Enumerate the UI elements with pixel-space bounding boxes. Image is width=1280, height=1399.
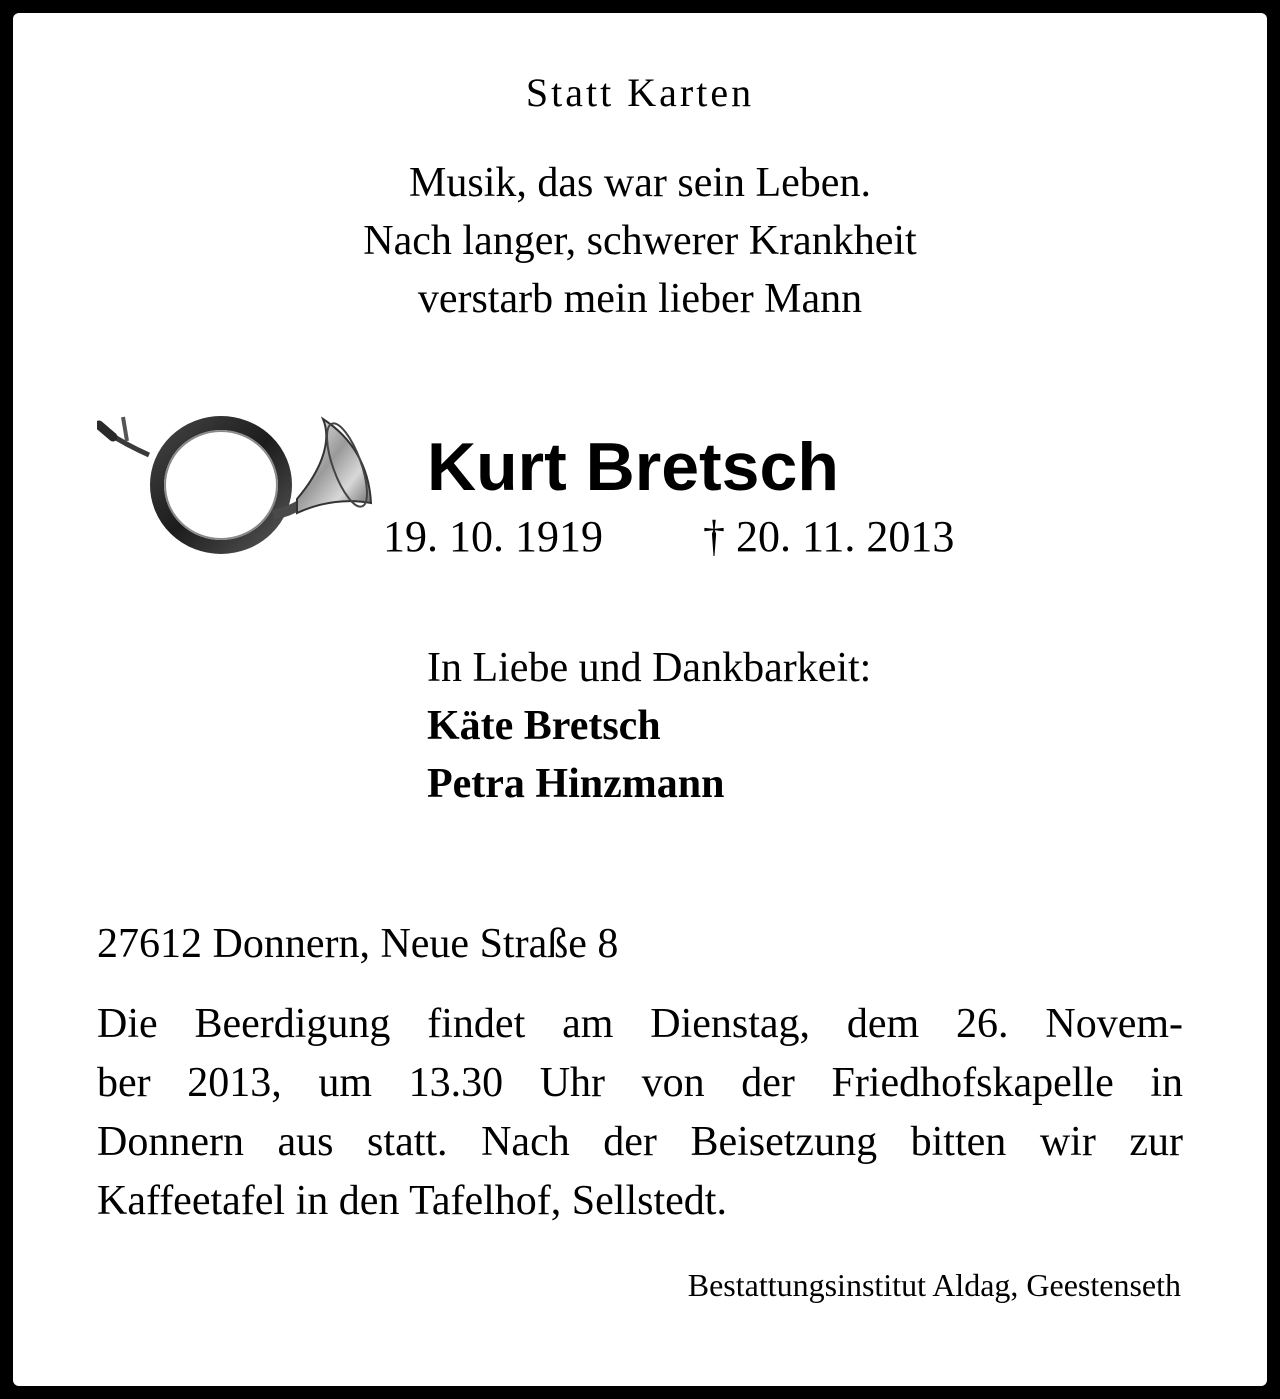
mourner-name: Käte Bretsch — [427, 703, 661, 749]
funeral-details — [97, 995, 1183, 1231]
funeral-line: Kaffeetafel in den Tafelhof, Sellstedt. — [97, 1178, 727, 1224]
birth-date: 19. 10. 1919 — [383, 512, 603, 561]
notice-heading: Statt Karten — [525, 70, 755, 115]
home-address: 27612 Donnern, Neue Straße 8 — [97, 921, 619, 967]
funeral-line: Die Beerdigung findet am Dienstag, dem 26. Novem- — [97, 1001, 1183, 1047]
mourners-intro: In Liebe und Dankbarkeit: — [427, 645, 872, 691]
undertaker-credit: Bestattungsinstitut Aldag, Geestenseth — [687, 1267, 1181, 1303]
death-date: † 20. 11. 2013 — [703, 512, 955, 561]
mourner-name: Petra Hinzmann — [427, 761, 725, 807]
deceased-name: Kurt Bretsch — [427, 429, 839, 505]
post-horn-icon — [97, 403, 373, 563]
intro-line: Nach langer, schwerer Krankheit — [363, 218, 917, 264]
funeral-line: Donnern aus statt. Nach der Beisetzung bitten wir zur — [97, 1119, 1183, 1165]
intro-line: verstarb mein lieber Mann — [417, 276, 863, 322]
funeral-line: ber 2013, um 13.30 Uhr von der Friedhofskapelle in — [97, 1060, 1183, 1106]
intro-line: Musik, das war sein Leben. — [409, 160, 871, 206]
mourners-block — [427, 639, 871, 813]
obituary-notice — [13, 13, 1267, 1386]
intro-text — [13, 154, 1267, 328]
